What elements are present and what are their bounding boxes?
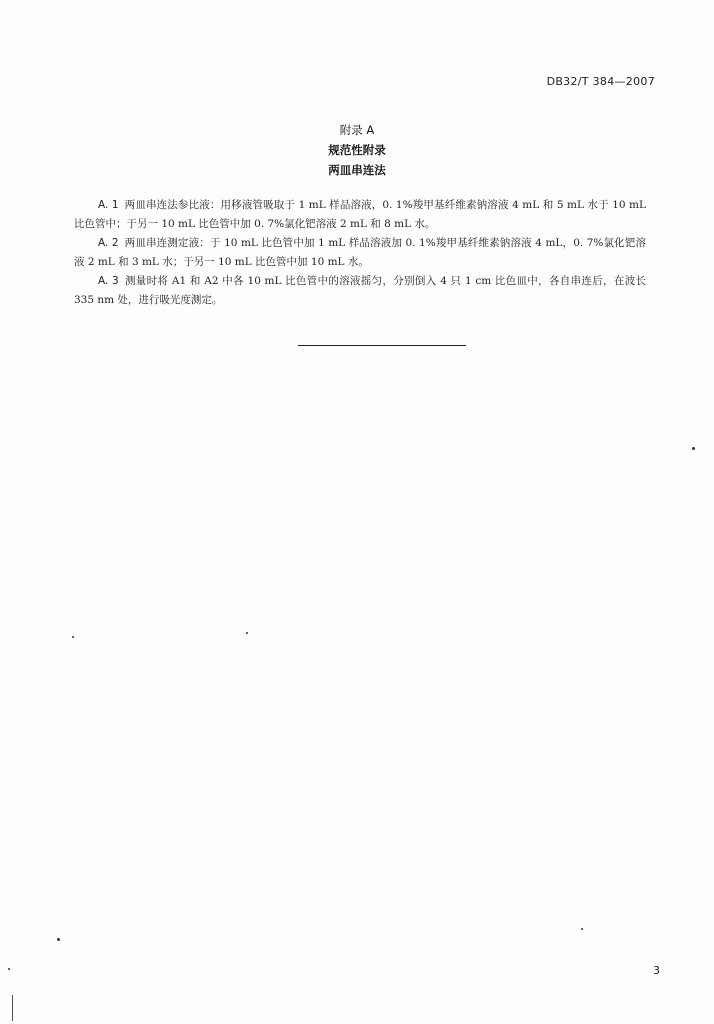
scan-edge-mark xyxy=(12,995,13,1021)
clause-text: 两皿串连法参比液：用移液管吸取于 1 mL 样品溶液，0. 1%羧甲基纤维素钠溶液 4 mL 和 5 mL 水于 10 mL 比色管中；于另一 10 mL 比色管中加 0. 7%氯化钯溶液 2 mL 和 8 mL 水。 xyxy=(74,199,646,230)
scan-speck xyxy=(72,636,74,638)
scan-speck xyxy=(692,447,695,450)
scan-speck xyxy=(57,938,60,941)
clause-text: 两皿串连测定液：于 10 mL 比色管中加 1 mL 样品溶液加 0. 1%羧甲基纤维素钠溶液 4 mL，0. 7%氯化钯溶液 2 mL 和 3 mL 水；于另一 10 mL 比色管中加 10 mL 水。 xyxy=(74,237,646,268)
clause-number: A. 2 xyxy=(98,237,119,249)
document-number: DB32/T 384—2007 xyxy=(546,75,655,88)
scan-speck xyxy=(8,968,10,970)
paragraph-a2 xyxy=(74,234,646,272)
clause-number: A. 1 xyxy=(98,199,119,211)
appendix-label: 附录 A xyxy=(339,123,375,137)
scan-speck xyxy=(246,632,248,634)
appendix-type: 规范性附录 xyxy=(328,143,386,157)
appendix-body xyxy=(74,196,646,310)
scan-speck xyxy=(581,928,583,930)
appendix-heading xyxy=(0,120,714,180)
paragraph-a3 xyxy=(74,272,646,310)
page-number: 3 xyxy=(653,964,660,977)
clause-number: A. 3 xyxy=(98,275,119,287)
paragraph-a1 xyxy=(74,196,646,234)
appendix-title: 两皿串连法 xyxy=(328,163,386,177)
end-of-appendix-rule xyxy=(298,345,466,346)
clause-text: 测量时将 A1 和 A2 中各 10 mL 比色管中的溶液摇匀，分别倒入 4 只 1 cm 比色皿中，各自串连后，在波长 335 nm 处，进行吸光度测定。 xyxy=(74,275,646,306)
